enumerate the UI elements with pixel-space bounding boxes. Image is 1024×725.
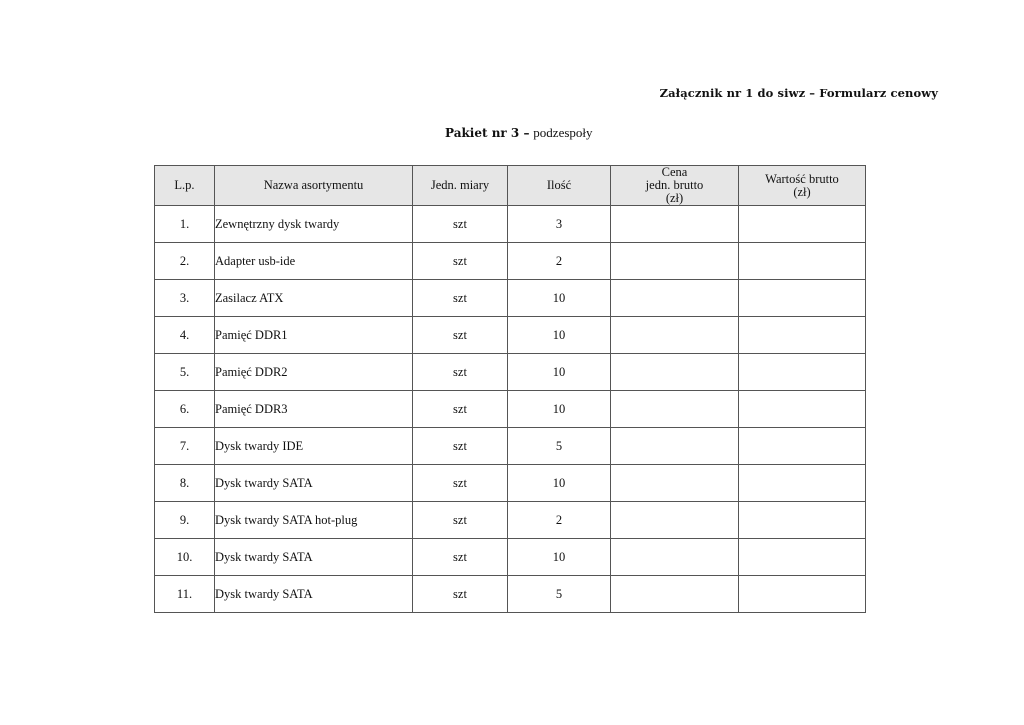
cell-unit: szt: [413, 317, 508, 354]
cell-lp: 2.: [155, 243, 215, 280]
table-row: [155, 280, 866, 317]
cell-gross-value[interactable]: [739, 354, 866, 391]
cell-unit-price[interactable]: [611, 576, 739, 613]
cell-item-name: Pamięć DDR2: [215, 354, 413, 391]
cell-item-name: Pamięć DDR1: [215, 317, 413, 354]
cell-item-name: Zasilacz ATX: [215, 280, 413, 317]
header-name: Nazwa asortymentu: [215, 166, 413, 206]
cell-lp: 3.: [155, 280, 215, 317]
cell-unit-price[interactable]: [611, 502, 739, 539]
package-title-suffix: podzespoły: [533, 125, 593, 140]
table-row: [155, 539, 866, 576]
cell-unit-price[interactable]: [611, 428, 739, 465]
header-gross-value-line1: Wartość brutto: [765, 171, 839, 186]
header-unit-price-line3: (zł): [665, 191, 684, 205]
table-row: [155, 502, 866, 539]
table-header-row: [155, 166, 866, 206]
cell-item-name: Dysk twardy SATA: [215, 465, 413, 502]
cell-item-name: Dysk twardy SATA hot-plug: [215, 502, 413, 539]
cell-unit: szt: [413, 576, 508, 613]
cell-gross-value[interactable]: [739, 206, 866, 243]
cell-lp: 10.: [155, 539, 215, 576]
cell-unit: szt: [413, 206, 508, 243]
cell-item-name: Zewnętrzny dysk twardy: [215, 206, 413, 243]
cell-gross-value[interactable]: [739, 576, 866, 613]
cell-quantity: 3: [508, 206, 611, 243]
cell-lp: 7.: [155, 428, 215, 465]
header-unit-price: [611, 166, 739, 206]
cell-item-name: Pamięć DDR3: [215, 391, 413, 428]
table-row: [155, 465, 866, 502]
package-title: [445, 125, 593, 141]
cell-unit-price[interactable]: [611, 206, 739, 243]
cell-gross-value[interactable]: [739, 539, 866, 576]
table-row: [155, 243, 866, 280]
table-row: [155, 206, 866, 243]
cell-quantity: 5: [508, 428, 611, 465]
cell-quantity: 10: [508, 391, 611, 428]
header-gross-value: [739, 166, 866, 206]
header-unit-price-line1: Cena: [661, 165, 688, 179]
cell-item-name: Dysk twardy IDE: [215, 428, 413, 465]
cell-gross-value[interactable]: [739, 280, 866, 317]
cell-unit-price[interactable]: [611, 539, 739, 576]
cell-lp: 11.: [155, 576, 215, 613]
cell-unit-price[interactable]: [611, 243, 739, 280]
cell-unit-price[interactable]: [611, 280, 739, 317]
cell-gross-value[interactable]: [739, 428, 866, 465]
cell-unit: szt: [413, 391, 508, 428]
table-row: [155, 391, 866, 428]
cell-unit: szt: [413, 502, 508, 539]
cell-lp: 1.: [155, 206, 215, 243]
cell-lp: 9.: [155, 502, 215, 539]
cell-lp: 4.: [155, 317, 215, 354]
cell-gross-value[interactable]: [739, 317, 866, 354]
header-lp: L.p.: [155, 166, 215, 206]
table-row: [155, 428, 866, 465]
table-row: [155, 317, 866, 354]
table-body: [155, 206, 866, 613]
cell-lp: 6.: [155, 391, 215, 428]
cell-quantity: 10: [508, 354, 611, 391]
header-unit: Jedn. miary: [413, 166, 508, 206]
cell-quantity: 10: [508, 539, 611, 576]
cell-item-name: Adapter usb-ide: [215, 243, 413, 280]
header-qty: Ilość: [508, 166, 611, 206]
cell-quantity: 10: [508, 280, 611, 317]
cell-unit-price[interactable]: [611, 391, 739, 428]
cell-quantity: 2: [508, 243, 611, 280]
cell-gross-value[interactable]: [739, 391, 866, 428]
cell-quantity: 5: [508, 576, 611, 613]
cell-gross-value[interactable]: [739, 243, 866, 280]
cell-item-name: Dysk twardy SATA: [215, 539, 413, 576]
cell-unit: szt: [413, 354, 508, 391]
cell-gross-value[interactable]: [739, 502, 866, 539]
package-title-prefix: Pakiet nr 3 –: [445, 126, 530, 140]
cell-unit: szt: [413, 465, 508, 502]
cell-gross-value[interactable]: [739, 465, 866, 502]
cell-unit: szt: [413, 539, 508, 576]
cell-item-name: Dysk twardy SATA: [215, 576, 413, 613]
header-gross-value-line2: (zł): [793, 184, 811, 199]
cell-unit: szt: [413, 243, 508, 280]
annex-title: Załącznik nr 1 do siwz – Formularz cenowy: [659, 86, 938, 100]
cell-lp: 8.: [155, 465, 215, 502]
cell-unit-price[interactable]: [611, 317, 739, 354]
cell-unit-price[interactable]: [611, 354, 739, 391]
table-row: [155, 354, 866, 391]
price-form-table: [154, 165, 866, 613]
cell-quantity: 10: [508, 317, 611, 354]
header-unit-price-line2: jedn. brutto: [645, 178, 704, 192]
cell-unit-price[interactable]: [611, 465, 739, 502]
table-row: [155, 576, 866, 613]
cell-lp: 5.: [155, 354, 215, 391]
cell-unit: szt: [413, 428, 508, 465]
cell-quantity: 2: [508, 502, 611, 539]
cell-quantity: 10: [508, 465, 611, 502]
cell-unit: szt: [413, 280, 508, 317]
